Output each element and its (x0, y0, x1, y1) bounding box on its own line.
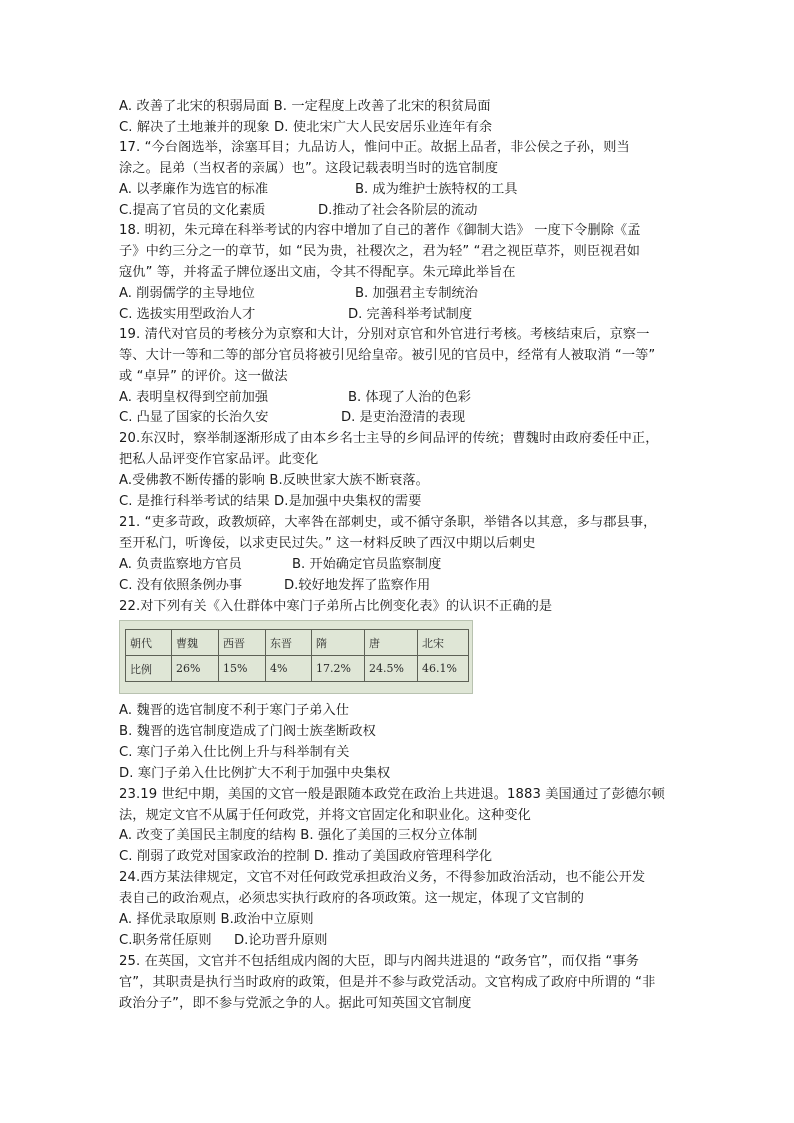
text-line: 表自己的政治观点，必须忠实执行政府的各项政策。这一规定，体现了文官制的 (119, 891, 585, 906)
table-cell: 北宋 (418, 630, 469, 656)
text-line: 等、大计一等和二等的部分官员将被引见给皇帝。被引见的官员中，经常有人被取消 “一等” (119, 348, 656, 363)
text-line: 19. 清代对官员的考核分为京察和大计，分别对京官和外官进行考核。考核结束后，京察一 (119, 327, 650, 342)
text-line: 至开私门，听谗佞，以求吏民过失。” 这一材料反映了西汉中期以后刺史 (119, 536, 536, 551)
text-line: A. 改善了北宋的积弱局面 B. 一定程度上改善了北宋的积贫局面 (119, 99, 491, 114)
text-line: 25. 在英国，文官并不包括组成内阁的大臣，即与内阁共进退的 “政务官”，而仅指 “事务 (119, 954, 640, 969)
option-left: A. 负责监察地方官员 (119, 557, 242, 572)
text-line: 寇仇” 等，并将孟子牌位逐出文庙，令其不得配享。朱元璋此举旨在 (119, 265, 516, 280)
text-line: 22.对下列有关《入仕群体中寒门子弟所占比例变化表》的认识不正确的是 (119, 599, 553, 614)
table-cell: 隋 (312, 630, 365, 656)
option-left: A. 表明皇权得到空前加强 (119, 390, 269, 405)
option-right: D.推动了社会各阶层的流动 (318, 203, 478, 218)
table-cell: 朝代 (126, 630, 172, 656)
text-line: A. 择优录取原则 B.政治中立原则 (119, 912, 314, 927)
text-line: 20.东汉时，察举制逐渐形成了由本乡名士主导的乡间品评的传统；曹魏时由政府委任中正， (119, 431, 659, 446)
text-line: 官”，其职责是执行当时政府的政策，但是并不参与政党活动。文官构成了政府中所谓的 “非 (119, 975, 656, 990)
text-line: C. 解决了土地兼并的现象 D. 使北宋广大人民安居乐业连年有余 (119, 120, 493, 135)
option-right: D. 是吏治澄清的表现 (341, 410, 466, 425)
text-line: C. 是推行科举考试的结果 D.是加强中央集权的需要 (119, 494, 422, 509)
table-cell: 东晋 (266, 630, 312, 656)
table-header-row (126, 630, 469, 656)
text-line: 或 “卓异” 的评价。这一做法 (119, 369, 288, 384)
text-line: 政治分子”，即不参与党派之争的人。据此可知英国文官制度 (119, 996, 472, 1011)
text-line: 24.西方某法律规定，文官不对任何政党承担政治义务，不得参加政治活动，也不能公开发 (119, 870, 646, 885)
table-cell: 唐 (365, 630, 418, 656)
table-cell: 15% (219, 656, 266, 682)
text-line: 子》中约三分之一的章节，如 “民为贵，社稷次之，君为轻” “君之视臣草芥，则臣视君如 (119, 244, 641, 259)
table-cell: 17.2% (312, 656, 365, 682)
text-line: 法，规定文官不从属于任何政党，并将文官固定化和职业化。这种变化 (119, 808, 531, 823)
text-line: 17. “今台阁选举，涂塞耳目；九品访人，惟问中正。故据上品者，非公侯之子孙，则当 (119, 140, 630, 155)
table-cell: 26% (172, 656, 219, 682)
text-line: C.提高了官员的文化素质 (119, 203, 266, 218)
text-line: D. 寒门子弟入仕比例扩大不利于加强中央集权 (119, 766, 391, 781)
table-cell: 曹魏 (172, 630, 219, 656)
option-left: C. 选拔实用型政治人才 (119, 307, 256, 322)
text-line: 18. 明初，朱元璋在科举考试的内容中增加了自己的著作《御制大诰》 一度下令删除《孟 (119, 223, 641, 238)
option-left: C. 凸显了国家的长治久安 (119, 410, 269, 425)
option-right: D.论功晋升原则 (234, 933, 328, 948)
ratio-table (125, 629, 469, 682)
option-right: D.较好地发挥了监察作用 (284, 578, 431, 593)
option-right: B. 成为维护士族特权的工具 (355, 182, 518, 197)
option-left: A. 削弱儒学的主导地位 (119, 286, 255, 301)
table-cell: 西晋 (219, 630, 266, 656)
option-left: C. 没有依照条例办事 (119, 578, 243, 593)
option-right: B. 体现了人治的色彩 (348, 390, 471, 405)
text-line: 23.19 世纪中期，美国的文官一般是跟随本政党在政治上共进退。1883 美国通过了彭德尔顿 (119, 787, 665, 802)
text-line: A. 魏晋的选官制度不利于寒门子弟入仕 (119, 703, 350, 718)
option-right: D. 完善科举考试制度 (348, 307, 473, 322)
option-right: B. 开始确定官员监察制度 (292, 557, 442, 572)
text-line: 21. “吏多苛政，政教烦碎，大率咎在部刺史，或不循守条职，举错各以其意，多与郡县事， (119, 515, 657, 530)
text-line: A.受佛教不断传播的影响 B.反映世家大族不断衰落。 (119, 473, 429, 488)
option-left: A. 以孝廉作为选官的标准 (119, 182, 269, 197)
text-line: C. 削弱了政党对国家政治的控制 D. 推动了美国政府管理科学化 (119, 849, 493, 864)
option-left: C.职务常任原则 (119, 933, 212, 948)
option-right: B. 加强君主专制统治 (355, 286, 478, 301)
table-row (126, 656, 469, 682)
text-line: 涂之。昆弟（当权者的亲属）也”。这段记载表明当时的选官制度 (119, 161, 498, 176)
text-line: B. 魏晋的选官制度造成了门阀士族垄断政权 (119, 724, 376, 739)
text-line: 把私人品评变作官家品评。此变化 (119, 452, 319, 467)
ratio-table-image (119, 620, 473, 694)
table-cell: 4% (266, 656, 312, 682)
table-cell: 比例 (126, 656, 172, 682)
table-cell: 24.5% (365, 656, 418, 682)
text-line: C. 寒门子弟入仕比例上升与科举制有关 (119, 745, 350, 760)
table-cell: 46.1% (418, 656, 469, 682)
text-line: A. 改变了美国民主制度的结构 B. 强化了美国的三权分立体制 (119, 828, 478, 843)
